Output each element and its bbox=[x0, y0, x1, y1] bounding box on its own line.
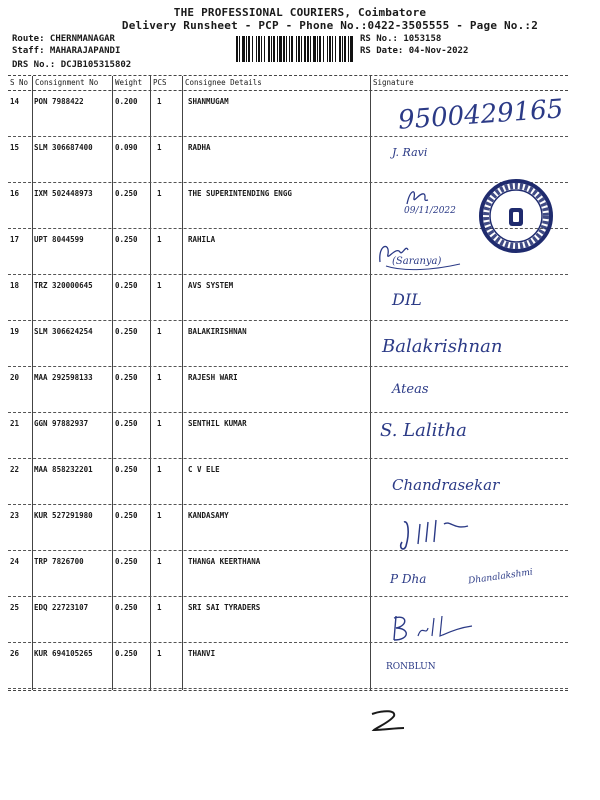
row-weight: 0.250 bbox=[115, 511, 138, 520]
barcode-bar bbox=[307, 36, 309, 62]
barcode-bar bbox=[289, 36, 290, 62]
row-separator bbox=[8, 688, 568, 689]
row-weight: 0.250 bbox=[115, 603, 138, 612]
row-consignee: C V ELE bbox=[188, 465, 220, 474]
table-row bbox=[0, 137, 600, 183]
row-consignment-no: SLM 306624254 bbox=[34, 327, 93, 336]
table-row bbox=[0, 597, 600, 643]
row-weight: 0.250 bbox=[115, 649, 138, 658]
row-consignment-no: KUR 694105265 bbox=[34, 649, 93, 658]
row-weight: 0.250 bbox=[115, 373, 138, 382]
barcode-bar bbox=[317, 36, 318, 62]
row-sno: 14 bbox=[10, 97, 20, 106]
row-sno: 16 bbox=[10, 189, 20, 198]
barcode-bar bbox=[296, 36, 297, 62]
signature-name: P Dha bbox=[390, 572, 427, 586]
signature-scribble bbox=[394, 512, 494, 554]
row-consignee: RAJESH WARI bbox=[188, 373, 238, 382]
row-pcs: 1 bbox=[157, 327, 162, 336]
barcode-bar bbox=[246, 36, 247, 62]
row-weight: 0.250 bbox=[115, 419, 138, 428]
drs-number: DRS No.: DCJB105315802 bbox=[12, 60, 132, 70]
barcode-bar bbox=[291, 36, 293, 62]
row-pcs: 1 bbox=[157, 143, 162, 152]
table-row bbox=[0, 643, 600, 689]
closing-signature-scribble bbox=[368, 706, 408, 736]
barcode-bar bbox=[335, 36, 336, 62]
table-row bbox=[0, 459, 600, 505]
table-row bbox=[0, 275, 600, 321]
signature-name: Ateas bbox=[392, 382, 429, 397]
signature-name: RONBLUN bbox=[386, 662, 436, 672]
row-pcs: 1 bbox=[157, 603, 162, 612]
row-consignment-no: TRZ 320000645 bbox=[34, 281, 93, 290]
signature-scribble bbox=[388, 610, 478, 644]
barcode-bar bbox=[319, 36, 321, 62]
row-sno: 19 bbox=[10, 327, 20, 336]
row-sno: 21 bbox=[10, 419, 20, 428]
row-consignment-no: GGN 97882937 bbox=[34, 419, 89, 428]
row-consignment-no: SLM 306687400 bbox=[34, 143, 93, 152]
signature-date: 09/11/2022 bbox=[404, 206, 456, 216]
table-end-rule bbox=[8, 690, 568, 691]
signature-name: Balakrishnan bbox=[382, 336, 503, 357]
rs-date: RS Date: 04-Nov-2022 bbox=[360, 46, 469, 56]
signature-name: Dhanalakshmi bbox=[467, 567, 534, 587]
barcode-bar bbox=[261, 36, 262, 62]
signature-phone: 9500429165 bbox=[397, 94, 565, 136]
col-head-consignee: Consignee Details bbox=[182, 76, 370, 90]
company-title: THE PROFESSIONAL COURIERS, Coimbatore bbox=[173, 6, 427, 19]
col-head-pcs: PCS bbox=[150, 76, 182, 90]
row-consignee: SENTHIL KUMAR bbox=[188, 419, 247, 428]
row-weight: 0.250 bbox=[115, 327, 138, 336]
barcode-bar bbox=[310, 36, 311, 62]
barcode-bar bbox=[323, 36, 324, 62]
row-pcs: 1 bbox=[157, 557, 162, 566]
rs-number: RS No.: 1053158 bbox=[360, 34, 442, 44]
row-pcs: 1 bbox=[157, 373, 162, 382]
row-pcs: 1 bbox=[157, 281, 162, 290]
row-consignment-no: MAA 858232201 bbox=[34, 465, 93, 474]
row-consignment-no: MAA 292598133 bbox=[34, 373, 93, 382]
signature-name: DIL bbox=[392, 290, 422, 309]
row-sno: 22 bbox=[10, 465, 20, 474]
barcode-bar bbox=[342, 36, 343, 62]
signature-scribble bbox=[404, 186, 430, 208]
row-consignee: RAHILA bbox=[188, 235, 216, 244]
barcode-bar bbox=[339, 36, 341, 62]
row-sno: 24 bbox=[10, 557, 20, 566]
table-row bbox=[0, 321, 600, 367]
row-consignment-no: PON 7988422 bbox=[34, 97, 84, 106]
row-sno: 23 bbox=[10, 511, 20, 520]
col-head-signature: Signature bbox=[370, 76, 568, 90]
row-sno: 20 bbox=[10, 373, 20, 382]
signature-name: (Saranya) bbox=[392, 256, 442, 267]
barcode-bar bbox=[252, 36, 253, 62]
row-pcs: 1 bbox=[157, 235, 162, 244]
row-pcs: 1 bbox=[157, 511, 162, 520]
row-consignment-no: TRP 7826700 bbox=[34, 557, 84, 566]
row-consignment-no: IXM 502448973 bbox=[34, 189, 93, 198]
barcode-bar bbox=[242, 36, 245, 62]
row-consignee: BALAKIRISHNAN bbox=[188, 327, 247, 336]
barcode-bar bbox=[236, 36, 238, 62]
route-label: Route: CHERNMANAGAR bbox=[12, 34, 115, 44]
row-sno: 18 bbox=[10, 281, 20, 290]
runsheet-subtitle: Delivery Runsheet - PCP - Phone No.:0422-3505555 - Page No.:2 bbox=[121, 19, 539, 32]
row-pcs: 1 bbox=[157, 189, 162, 198]
barcode-bar bbox=[327, 36, 328, 62]
row-weight: 0.200 bbox=[115, 97, 138, 106]
table-row bbox=[0, 505, 600, 551]
row-sno: 17 bbox=[10, 235, 20, 244]
barcode-bar bbox=[301, 36, 302, 62]
row-consignee: SHANMUGAM bbox=[188, 97, 229, 106]
table-row bbox=[0, 413, 600, 459]
barcode-bar bbox=[264, 36, 265, 62]
barcode-bar bbox=[248, 36, 250, 62]
row-consignment-no: EDQ 22723107 bbox=[34, 603, 89, 612]
barcode-bar bbox=[350, 36, 353, 62]
row-weight: 0.250 bbox=[115, 281, 138, 290]
row-weight: 0.250 bbox=[115, 235, 138, 244]
row-sno: 15 bbox=[10, 143, 20, 152]
barcode-bar bbox=[304, 36, 306, 62]
row-weight: 0.250 bbox=[115, 189, 138, 198]
row-consignee: AVS SYSTEM bbox=[188, 281, 234, 290]
barcode-bar bbox=[277, 36, 278, 62]
barcode-bar bbox=[271, 36, 272, 62]
barcode-bar bbox=[256, 36, 257, 62]
barcode-bar bbox=[268, 36, 270, 62]
row-consignee: THANVI bbox=[188, 649, 216, 658]
row-weight: 0.250 bbox=[115, 465, 138, 474]
official-seal-icon bbox=[478, 178, 554, 254]
barcode-bar bbox=[283, 36, 285, 62]
signature-name: S. Lalitha bbox=[380, 420, 467, 441]
barcode-bar bbox=[329, 36, 331, 62]
barcode-bar bbox=[239, 36, 240, 62]
row-weight: 0.250 bbox=[115, 557, 138, 566]
col-head-consignment: Consignment No bbox=[32, 76, 112, 90]
barcode-bar bbox=[298, 36, 300, 62]
row-pcs: 1 bbox=[157, 649, 162, 658]
barcode-bar bbox=[258, 36, 260, 62]
barcode-bar bbox=[286, 36, 287, 62]
row-sno: 25 bbox=[10, 603, 20, 612]
row-consignee: RADHA bbox=[188, 143, 211, 152]
row-consignee: THANGA KEERTHANA bbox=[188, 557, 261, 566]
col-head-sno: S No bbox=[10, 78, 29, 87]
row-pcs: 1 bbox=[157, 419, 162, 428]
row-consignee: THE SUPERINTENDING ENGG bbox=[188, 189, 292, 198]
barcode bbox=[236, 36, 354, 62]
row-consignee: KANDASAMY bbox=[188, 511, 229, 520]
row-sno: 26 bbox=[10, 649, 20, 658]
row-pcs: 1 bbox=[157, 465, 162, 474]
barcode-bar bbox=[279, 36, 282, 62]
row-consignment-no: KUR 527291980 bbox=[34, 511, 93, 520]
table-row bbox=[0, 367, 600, 413]
barcode-bar bbox=[344, 36, 346, 62]
signature-name: Chandrasekar bbox=[392, 476, 500, 494]
barcode-bar bbox=[313, 36, 316, 62]
barcode-bar bbox=[273, 36, 275, 62]
staff-label: Staff: MAHARAJAPANDI bbox=[12, 46, 121, 56]
row-consignment-no: UPT 8044599 bbox=[34, 235, 84, 244]
row-consignee: SRI SAI TYRADERS bbox=[188, 603, 261, 612]
row-pcs: 1 bbox=[157, 97, 162, 106]
col-head-weight: Weight bbox=[112, 76, 150, 90]
barcode-bar bbox=[348, 36, 349, 62]
barcode-bar bbox=[332, 36, 333, 62]
signature-initials: J. Ravi bbox=[392, 146, 428, 159]
row-weight: 0.090 bbox=[115, 143, 138, 152]
